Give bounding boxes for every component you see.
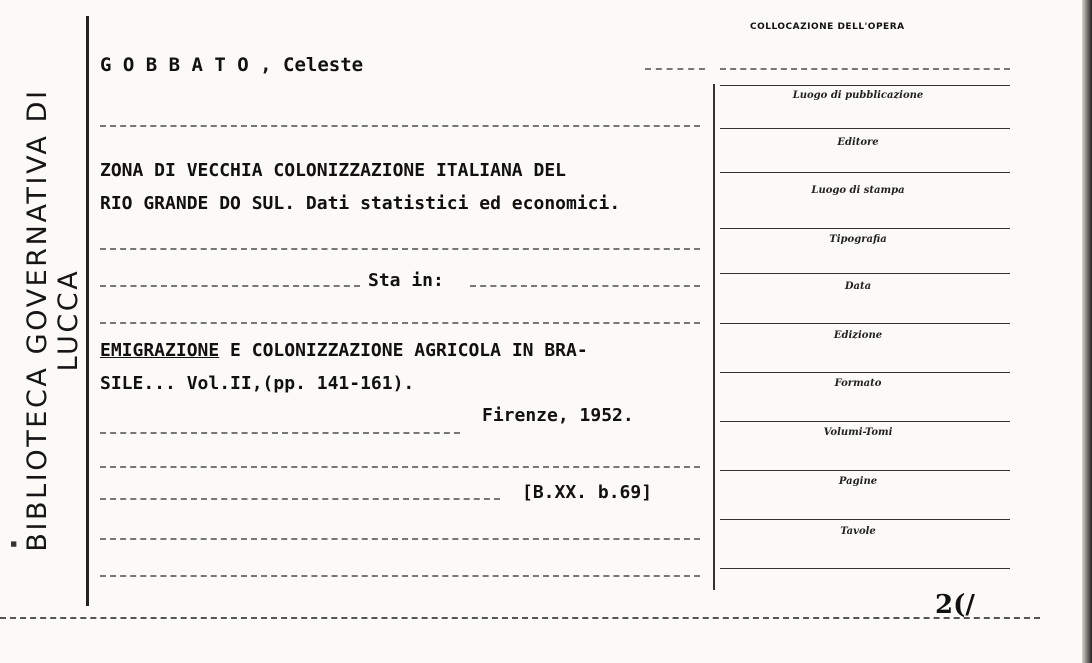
ruled-line <box>100 575 700 577</box>
ruled-line <box>100 466 700 468</box>
field-luogo-pubblicazione: Luogo di pubblicazione <box>792 90 924 101</box>
field-rule <box>720 470 1010 471</box>
source-series-underlined: EMIGRAZIONE <box>100 340 220 361</box>
ruled-line <box>100 248 700 250</box>
ruled-line <box>100 322 700 324</box>
source-series-rest: E COLONIZZAZIONE AGRICOLA IN BRA- <box>219 340 588 361</box>
field-rule <box>720 568 1010 569</box>
edge-stamp: ■ <box>9 540 18 548</box>
field-rule <box>720 421 1010 422</box>
collocation-title: COLLOCAZIONE DELL'OPERA <box>750 22 905 32</box>
field-formato: Formato <box>834 378 882 389</box>
ruled-line <box>720 68 1010 70</box>
ruled-line <box>470 285 700 287</box>
field-rule <box>720 85 1010 86</box>
field-data: Data <box>844 281 872 292</box>
field-rule <box>720 228 1010 229</box>
field-tavole: Tavole <box>840 526 876 537</box>
extract-note: Sta in: <box>368 270 444 291</box>
ruled-line <box>100 538 700 540</box>
ruled-line <box>100 498 500 500</box>
bottom-dashed-rule <box>0 617 1040 621</box>
title-line-1: ZONA DI VECCHIA COLONIZZAZIONE ITALIANA DEL <box>100 160 566 181</box>
library-vertical-label: BIBLIOTECA GOVERNATIVA DI LUCCA <box>22 88 84 552</box>
ruled-line <box>645 68 705 70</box>
field-rule <box>720 372 1010 373</box>
source-line-2: SILE... Vol.II,(pp. 141-161). <box>100 373 415 394</box>
ruled-line <box>100 125 700 127</box>
ruled-line <box>100 432 460 434</box>
field-rule <box>720 273 1010 274</box>
author-heading: G O B B A T O , Celeste <box>100 54 364 76</box>
field-pagine: Pagine <box>838 476 878 487</box>
field-edizione: Edizione <box>833 330 883 341</box>
handwritten-annotation: 2(/ <box>935 590 975 620</box>
ruled-line <box>100 285 360 287</box>
field-rule <box>720 172 1010 173</box>
place-date: Firenze, 1952. <box>482 405 634 426</box>
field-rule <box>720 128 1010 129</box>
field-editore: Editore <box>837 137 879 148</box>
title-line-2: RIO GRANDE DO SUL. Dati statistici ed economici. <box>100 193 621 214</box>
field-luogo-stampa: Luogo di stampa <box>811 185 905 196</box>
field-tipografia: Tipografia <box>829 234 887 245</box>
shelfmark: [B.XX. b.69] <box>522 482 653 503</box>
left-margin-rule <box>86 16 89 606</box>
card-edge-shadow <box>1082 0 1092 663</box>
field-rule <box>720 519 1010 520</box>
field-rule <box>720 323 1010 324</box>
source-line-1 <box>100 340 588 361</box>
field-volumi-tomi: Volumi-Tomi <box>823 427 893 438</box>
